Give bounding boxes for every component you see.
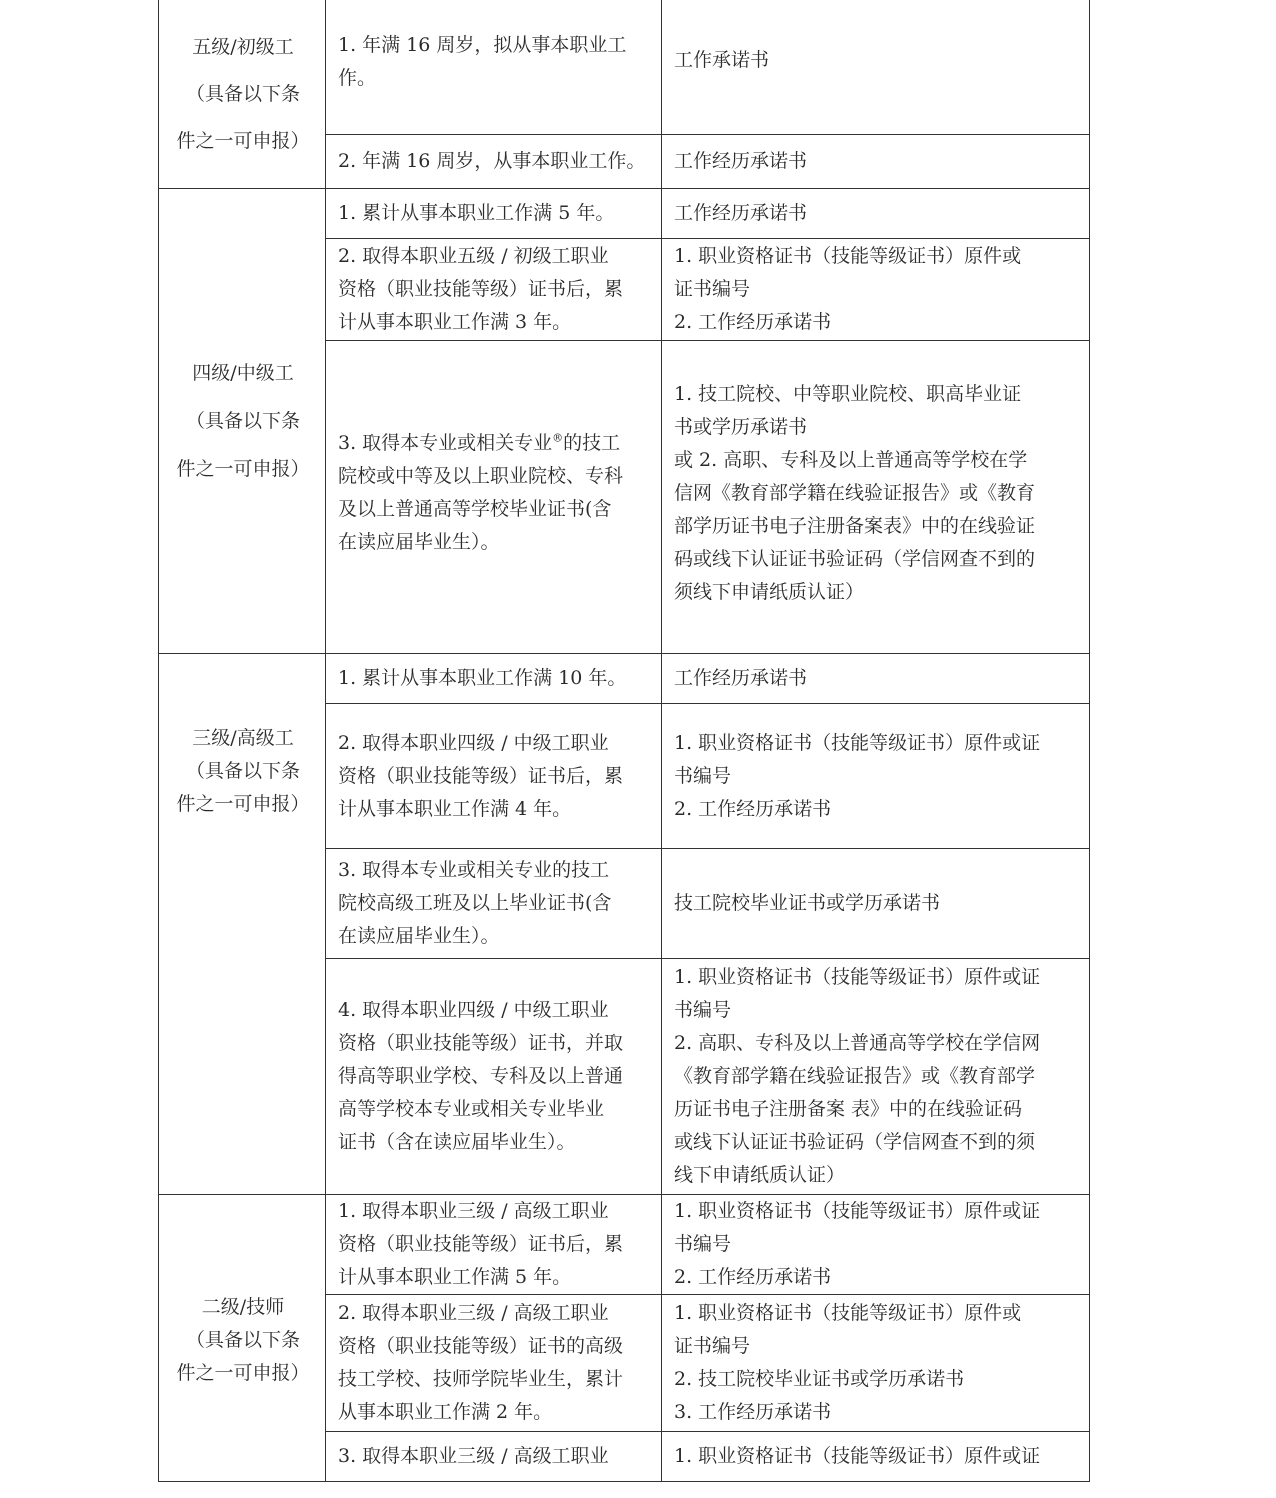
materials-text: 书编号 [674, 999, 732, 1021]
materials-cell [662, 341, 1090, 654]
table-row [159, 0, 1090, 135]
level-cell-5 [159, 0, 326, 189]
materials-cell [662, 1432, 1090, 1482]
level-text: 件之一可申报） [176, 1362, 310, 1384]
table-row [159, 654, 1090, 704]
materials-text: 2. 高职、专科及以上普通高等学校在学信网 [674, 1032, 1041, 1054]
level-cell-4 [159, 189, 326, 654]
condition-text: 院校高级工班及以上毕业证书(含 [338, 892, 612, 914]
materials-text: 《教育部学籍在线验证报告》或《教育部学 [674, 1065, 1036, 1087]
table-row [159, 1195, 1090, 1295]
condition-cell [326, 654, 662, 704]
condition-text: 资格（职业技能等级）证书后，累 [338, 764, 624, 787]
condition-text: 1. 取得本职业三级 / 高级工职业 [338, 1200, 609, 1222]
level-text: 三级/高级工 [192, 727, 294, 749]
materials-cell [662, 239, 1090, 341]
condition-text: 计从事本职业工作满 5 年。 [338, 1266, 572, 1288]
materials-text: 工作经历承诺书 [674, 202, 808, 224]
materials-text: 信网《教育部学籍在线验证报告》或《教育 [674, 482, 1036, 504]
materials-text: 须线下申请纸质认证） [674, 581, 865, 603]
materials-text: 书编号 [674, 764, 732, 787]
condition-cell [326, 1295, 662, 1432]
condition-text: 技工学校、技师学院毕业生，累计 [338, 1368, 624, 1390]
condition-text: 3. 取得本职业三级 / 高级工职业 [338, 1445, 609, 1467]
condition-text: 资格（职业技能等级）证书，并取 [338, 1032, 624, 1054]
materials-text: 1. 职业资格证书（技能等级证书）原件或证 [674, 966, 1041, 988]
condition-text: 4. 取得本职业四级 / 中级工职业 [338, 999, 609, 1021]
materials-text: 技工院校毕业证书或学历承诺书 [674, 892, 941, 914]
condition-text: 证书（含在读应届毕业生）。 [338, 1131, 576, 1153]
level-cell-3 [159, 654, 326, 1195]
materials-cell [662, 654, 1090, 704]
materials-text: 部学历证书电子注册备案表》中的在线验证 [674, 515, 1036, 537]
materials-text: 或线下认证证书验证码（学信网查不到的须 [674, 1131, 1036, 1153]
level-text: 四级/中级工 [192, 362, 294, 384]
qualification-table [158, 0, 1090, 1482]
materials-text: 2. 技工院校毕业证书或学历承诺书 [674, 1368, 965, 1390]
condition-text: 高等学校本专业或相关专业毕业 [338, 1098, 605, 1120]
registered-mark: ® [552, 431, 564, 445]
condition-text-part: 的技工 [563, 432, 621, 454]
condition-text: 1. 年满 16 周岁，拟从事本职业工 [338, 34, 627, 56]
materials-cell [662, 849, 1090, 959]
condition-cell [326, 959, 662, 1195]
condition-cell [326, 1195, 662, 1295]
level-text: 五级/初级工 [192, 35, 294, 58]
materials-text: 线下申请纸质认证） [674, 1164, 846, 1186]
condition-text: 资格（职业技能等级）证书后，累 [338, 278, 624, 300]
level-text: 件之一可申报） [176, 458, 310, 480]
condition-text: 从事本职业工作满 2 年。 [338, 1401, 553, 1423]
materials-cell [662, 189, 1090, 239]
condition-text: 及以上普通高等学校毕业证书(含 [338, 498, 612, 520]
condition-text: 资格（职业技能等级）证书后，累 [338, 1233, 624, 1255]
condition-text: 1. 累计从事本职业工作满 5 年。 [338, 202, 615, 224]
materials-text: 码或线下认证证书验证码（学信网查不到的 [674, 548, 1036, 570]
condition-cell [326, 341, 662, 654]
materials-text: 1. 职业资格证书（技能等级证书）原件或 [674, 245, 1022, 267]
condition-text: 计从事本职业工作满 3 年。 [338, 311, 572, 333]
condition-cell [326, 239, 662, 341]
materials-text: 证书编号 [674, 278, 751, 300]
materials-cell [662, 135, 1090, 189]
condition-text: 在读应届毕业生）。 [338, 925, 500, 947]
materials-text: 1. 职业资格证书（技能等级证书）原件或证 [674, 1445, 1041, 1467]
condition-text: 计从事本职业工作满 4 年。 [338, 797, 572, 820]
materials-text: 证书编号 [674, 1335, 751, 1357]
condition-cell [326, 0, 662, 135]
materials-text: 工作经历承诺书 [674, 150, 808, 172]
materials-text: 1. 职业资格证书（技能等级证书）原件或 [674, 1302, 1022, 1324]
materials-text: 1. 技工院校、中等职业院校、职高毕业证 [674, 383, 1022, 405]
materials-text: 1. 职业资格证书（技能等级证书）原件或证 [674, 1200, 1041, 1222]
condition-text-part: 3. 取得本专业或相关专业 [338, 432, 553, 454]
condition-cell [326, 1432, 662, 1482]
materials-text: 书或学历承诺书 [674, 416, 808, 438]
materials-text: 1. 职业资格证书（技能等级证书）原件或证 [674, 731, 1041, 754]
level-text: （具备以下条 [185, 410, 300, 432]
condition-text: 作。 [338, 67, 377, 89]
condition-text: 2. 取得本职业五级 / 初级工职业 [338, 245, 609, 267]
level-cell-2 [159, 1195, 326, 1482]
condition-cell [326, 135, 662, 189]
level-text: 二级/技师 [201, 1296, 285, 1318]
level-text: （具备以下条 [185, 760, 300, 782]
table-row [159, 189, 1090, 239]
condition-cell [326, 849, 662, 959]
condition-text [338, 427, 651, 460]
condition-text: 2. 年满 16 周岁，从事本职业工作。 [338, 150, 646, 172]
condition-text: 2. 取得本职业三级 / 高级工职业 [338, 1302, 609, 1324]
materials-text: 工作承诺书 [674, 49, 770, 71]
condition-text: 院校或中等及以上职业院校、专科 [338, 465, 624, 487]
condition-text: 资格（职业技能等级）证书的高级 [338, 1335, 624, 1357]
condition-text: 2. 取得本职业四级 / 中级工职业 [338, 731, 609, 754]
materials-text: 书编号 [674, 1233, 732, 1255]
level-text: （具备以下条 [185, 1329, 300, 1351]
materials-text: 2. 工作经历承诺书 [674, 797, 832, 820]
materials-cell [662, 959, 1090, 1195]
condition-text: 3. 取得本专业或相关专业的技工 [338, 859, 610, 881]
level-text: 件之一可申报） [176, 129, 310, 152]
materials-text: 历证书电子注册备案 表》中的在线验证码 [674, 1098, 1023, 1120]
condition-cell [326, 704, 662, 849]
level-text: 件之一可申报） [176, 793, 310, 815]
materials-text: 2. 工作经历承诺书 [674, 1266, 832, 1288]
condition-text: 得高等职业学校、专科及以上普通 [338, 1065, 624, 1087]
materials-text: 工作经历承诺书 [674, 667, 808, 689]
level-text: （具备以下条 [185, 82, 300, 105]
materials-cell [662, 1195, 1090, 1295]
condition-cell [326, 189, 662, 239]
materials-text: 或 2. 高职、专科及以上普通高等学校在学 [674, 449, 1028, 471]
materials-cell [662, 0, 1090, 135]
materials-cell [662, 704, 1090, 849]
condition-text: 1. 累计从事本职业工作满 10 年。 [338, 667, 627, 689]
materials-text: 2. 工作经历承诺书 [674, 311, 832, 333]
materials-text: 3. 工作经历承诺书 [674, 1401, 832, 1423]
materials-cell [662, 1295, 1090, 1432]
condition-text: 在读应届毕业生）。 [338, 531, 500, 553]
